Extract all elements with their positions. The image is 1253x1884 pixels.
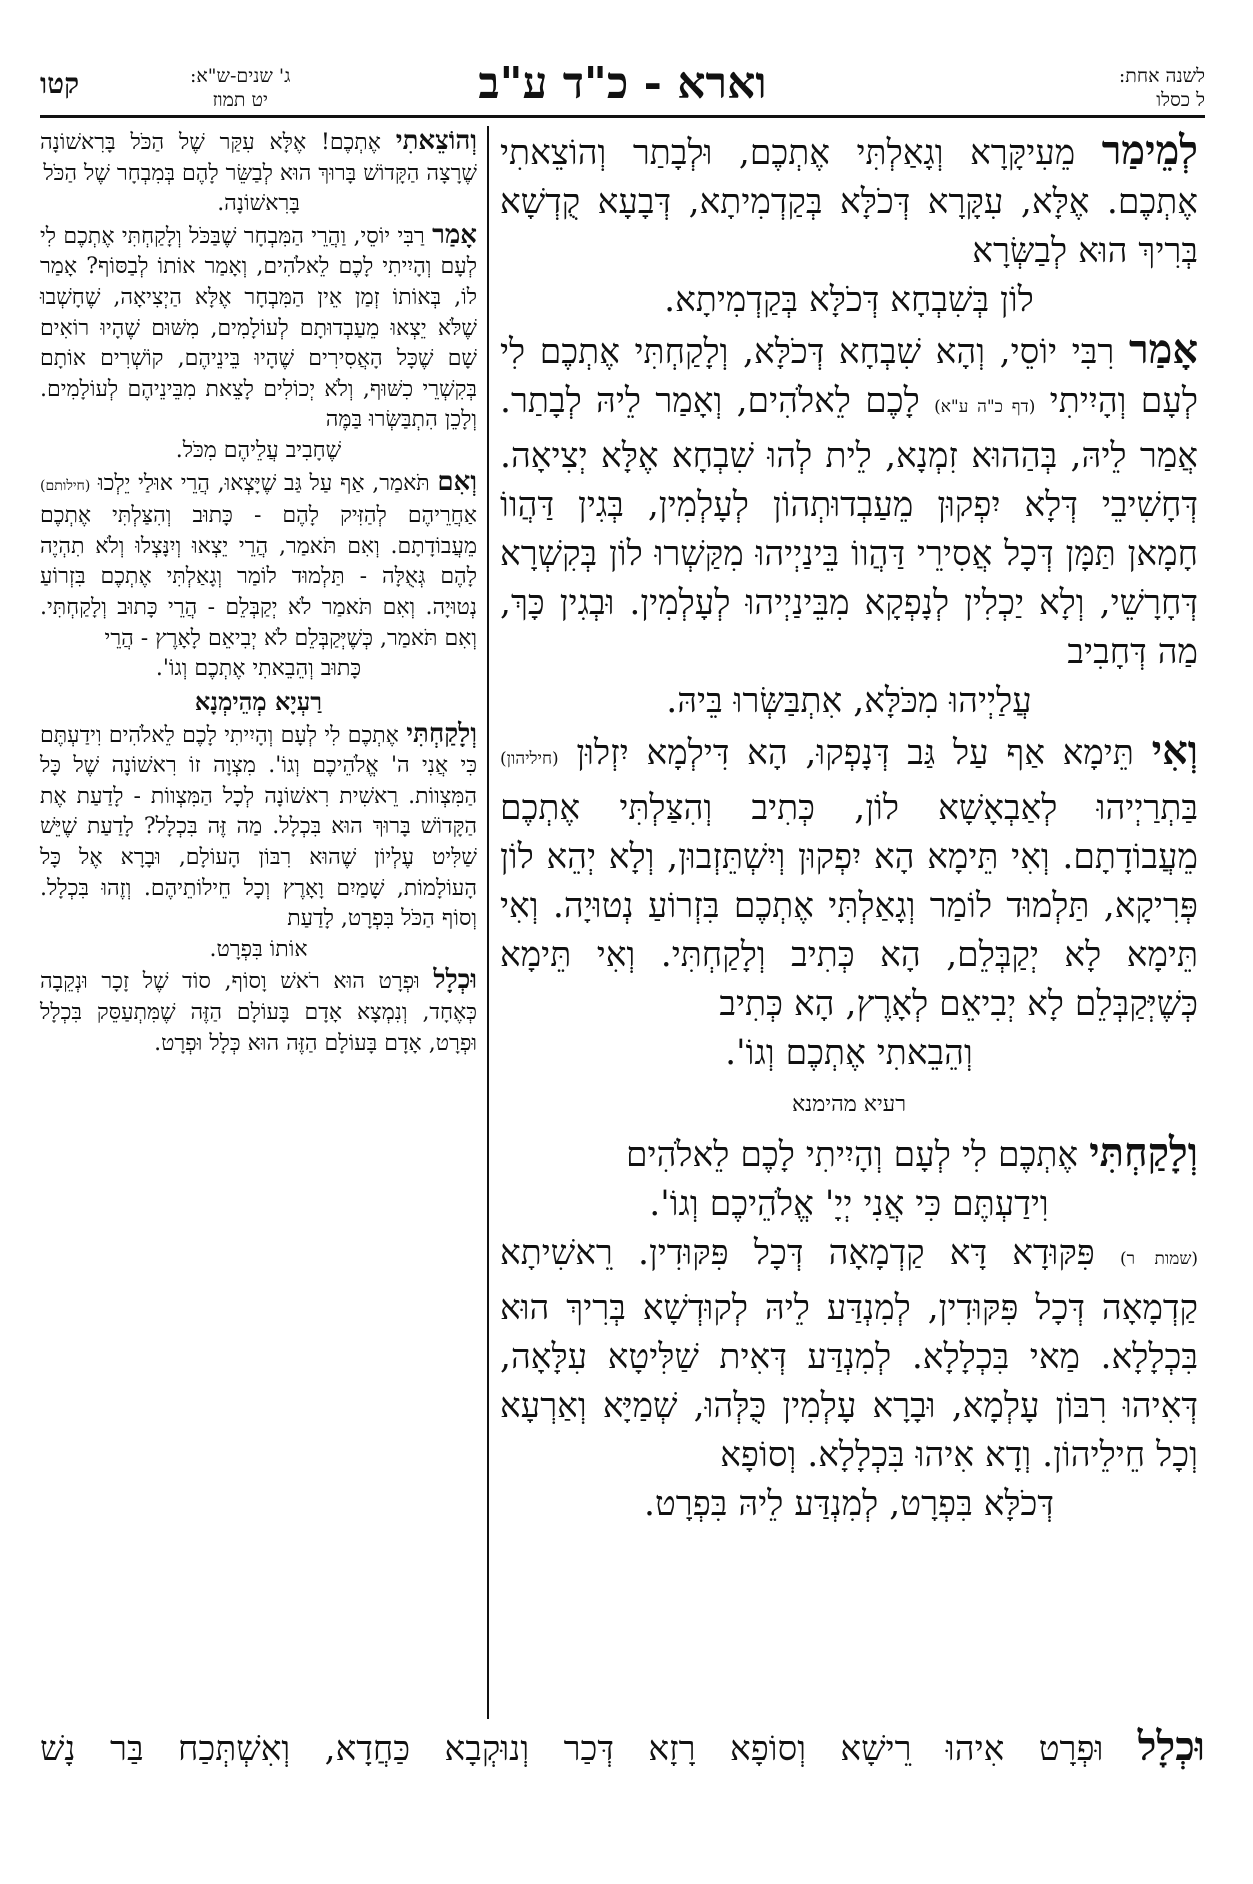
schedule-one-year: לשנה אחת:	[1118, 65, 1205, 87]
aramaic-paragraph-5	[500, 1229, 1198, 1480]
page-number: קטו	[40, 67, 80, 100]
header-left-schedule	[190, 64, 290, 112]
paragraph-text: בַּתְרַיְיהוּ לְאַבְאָשָׁא לוֹן, כְּתִיב וְהִצַּלְתִּי אֶתְכֶם מֵעֲבוֹדָתָם. וְאִי תֵּימָא הָא יִפְקוּן וְיִשְׁתֵּזְבוּן, וְלָא יְהֵא לוֹן פְּרִיקָא, תַּלְמוּד לוֹמַר וְגָאַלְתִּי אֶתְכֶם בִּזְרוֹעַ נְטוּיָה. וְאִי תֵּימָא לָא יְקַבְּלֵם, הָא כְּתִיב וְלָקַחְתִּי. וְאִי תֵּימָא כְּשֶׁיְּקַבְּלֵם לָא יְבִיאֵם לְאָרֶץ, הָא כְּתִיב	[500, 788, 1198, 1024]
paragraph-text: תֹּאמַר, אַף עַל גַּב שֶׁיָּצְאוּ, הֲרֵי אוּלַי יֵלְכוּ	[90, 470, 438, 496]
aramaic-paragraph-3	[500, 726, 1198, 1029]
paragraph-opener: אָמַר	[1128, 326, 1198, 373]
paragraph-opener: אָמַר	[432, 219, 477, 250]
paragraph-text: וּפְרָט אִיהוּ רֵישָׁא וְסוֹפָא רָזָא דְּכַר וְנוּקְבָא כַּחֲדָא, וְאִשְׁתְּכַח בַּר נָשׁ	[40, 1729, 1138, 1769]
aramaic-paragraph-4	[500, 1128, 1198, 1180]
source-reference: (שמות ר)	[1119, 1249, 1198, 1269]
paragraph-text: רִבִּי יוֹסֵי, וְהָא שִׁבְחָא דְּכֹלָּא, וְלָקַחְתִּי אֶתְכֶם לִי לְעָם וְהָיִיתִי	[500, 332, 1199, 421]
paragraph-ending: לוֹן בְּשִׁבְחָא דְּכֹלָּא בְּקַדְמִיתָא.	[664, 280, 1034, 320]
schedule-three-years: ג' שנים-ש"א:	[190, 65, 291, 87]
paragraph-text: אֶתְכֶם לִי לְעָם וְהָיִיתִי לָכֶם לֵאלֹהִים	[626, 1135, 1090, 1175]
aramaic-paragraph-2	[500, 325, 1198, 677]
aramaic-paragraph-1	[500, 126, 1198, 276]
paragraph-text: רַבִּי יוֹסֵי, וַהֲרֵי הַמִּבְחָר שֶׁבַּכֹּל וְלָקַחְתִּי אֶתְכֶם לִי לְעָם וְהָיִיתִי לָכֶם לֵאלֹהִים, וְאָמַר אוֹתוֹ לְבַסּוֹף? אָמַר לוֹ, בְּאוֹתוֹ זְמַן אֵין הַמִּבְחָר אֶלָּא הַיְצִיאָה, שֶׁחָשְׁבוּ שֶׁלֹּא יֵצְאוּ מֵעַבְדוּתָם לְעוֹלָמִים, מִשּׁוּם שֶׁהָיוּ רוֹאִים שָׁם שֶׁכָּל הָאֲסִירִים שֶׁהָיוּ בֵּינֵיהֶם, קוֹשְׁרִים אוֹתָם בְּקִשְׁרֵי כִשּׁוּף, וְלֹא יְכוֹלִים לָצֵאת מִבֵּינֵיהֶם לְעוֹלָמִים. וְלָכֵן הִתְבַּשְּׂרוּ בַּמֶּה	[40, 223, 477, 433]
paragraph-ending: דְּכֹלָּא בִּפְרָט, לְמִנְדַּע לֵיהּ בִּפְרָט.	[643, 1484, 1055, 1524]
paragraph-ending: עֲלַיְיהוּ מִכֹּלָּא, אִתְבַּשְּׂרוּ בֵּיהּ.	[666, 681, 1032, 721]
hebrew-paragraph-3	[40, 467, 477, 655]
header-divider	[40, 115, 1205, 118]
paragraph-text: אֶתְכֶם לִי לְעָם וְהָיִיתִי לָכֶם לֵאלֹהִים וִידַעְתֶּם כִּי אֲנִי ה' אֱלֹהֵיכֶם וְגוֹ'. מִצְוָה זוֹ רִאשׁוֹנָה שֶׁל כָּל הַמִּצְווֹת. רֵאשִׁית רִאשׁוֹנָה לְכָל הַמִּצְווֹת - לָדַעַת אֶת הַקָּדוֹשׁ בָּרוּךְ הוּא בִּכְלָל. מַה זֶּה בִּכְלָל? לָדַעַת שֶׁיֵּשׁ שַׁלִּיט עֶלְיוֹן שֶׁהוּא רִבּוֹן הָעוֹלָם, וּבָרָא אֶל כָּל הָעוֹלָמוֹת, שָׁמַיִם וָאָרֶץ וְכָל חֵילוֹתֵיהֶם. וְזֶהוּ בִּכְלָל. וְסוֹף הַכֹּל בִּפְרָט, לָדַעַת	[40, 722, 477, 932]
paragraph-opener: וְאִם	[437, 466, 477, 497]
page-title: וארא - כ"ד ע"ב	[478, 58, 767, 109]
aramaic-column	[500, 126, 1198, 1721]
paragraph-ending: כָּתוּב וְהֵבֵאתִי אֶתְכֶם וְגוֹ'.	[155, 656, 362, 682]
schedule-one-year-date: ל כסלו	[1156, 89, 1205, 111]
paragraph-ending: בָּרִאשׁוֹנָה.	[217, 191, 300, 217]
hebrew-paragraph-1	[40, 126, 477, 189]
column-divider	[487, 126, 489, 1719]
paragraph-opener: וּכְלָל	[1137, 1723, 1205, 1770]
section-heading-raaya-mehemna: רעיא מהימנא	[791, 1092, 907, 1117]
section-heading-raaya-mehemna: רַעְיָא מְהֵימְנָא	[194, 686, 323, 716]
paragraph-opener: וְאִי	[1151, 727, 1198, 774]
page-header	[40, 60, 1205, 116]
paragraph-opener: וּכְלָל	[433, 965, 477, 996]
paragraph-opener: וְלָקַחְתִּי	[1089, 1129, 1198, 1176]
paragraph-opener: וְלָקַחְתִּי	[406, 718, 477, 749]
paragraph-opener: וְהוֹצֵאתִי	[395, 126, 477, 156]
variant-reference: (חילותם)	[40, 477, 91, 494]
paragraph-ending: שֶׁחָבִיב עֲלֵיהֶם מִכֹּל.	[175, 437, 342, 463]
paragraph-text: אֶתְכֶם! אֶלָּא עִקַּר שֶׁל הַכֹּל בָּרִאשׁוֹנָה שֶׁרָצָה הַקָּדוֹשׁ בָּרוּךְ הוּא לְבַשֵּׂר לָהֶם בְּמִבְחָר שֶׁל הַכֹּל	[40, 130, 477, 186]
page-reference: (דף כ"ה ע"א)	[934, 397, 1036, 417]
hebrew-paragraph-2	[40, 220, 477, 436]
hebrew-paragraph-5	[40, 965, 477, 1059]
paragraph-text: וּפְרָט הוּא רֹאשׁ וָסוֹף, סוֹד שֶׁל זָכָר וּנְקֵבָה כְּאֶחָד, וְנִמְצָא אָדָם בָּעוֹלָם הַזֶּה שֶׁמִּתְעַסֵּק בִּכְלָל וּפְרָט, אָדָם בָּעוֹלָם הַזֶּה הוּא כְּלָל וּפְרָט.	[40, 969, 477, 1056]
variant-reference: (חיליהון)	[500, 749, 559, 769]
bottom-full-width-line	[40, 1722, 1205, 1772]
paragraph-text: תֵּימָא אַף עַל גַּב דְּנָפְקוּ, הָא דִּילְמָא יִזְלוּן	[558, 733, 1152, 773]
paragraph-opener: לְמֵימַר	[1101, 127, 1198, 174]
paragraph-ending: אוֹתוֹ בִּפְרָט.	[209, 936, 308, 962]
paragraph-ending: וְהֵבֵאתִי אֶתְכֶם וְגוֹ'.	[725, 1033, 973, 1073]
hebrew-paragraph-4	[40, 719, 477, 935]
paragraph-ending: וִידַעְתֶּם כִּי אֲנִי יְיָ' אֱלֹהֵיכֶם וְגוֹ'.	[649, 1184, 1049, 1224]
hebrew-translation-column	[40, 126, 477, 1721]
paragraph-text: מֵעִיקָּרָא וְגָאַלְתִּי אֶתְכֶם, וּלְבָתַר וְהוֹצֵאתִי אֶתְכֶם. אֶלָּא, עִקָּרָא דְּכֹלָּא בְּקַדְמִיתָא, דְּבָעָא קֻדְשָׁא בְּרִיךְ הוּא לְבַשְּׂרָא	[500, 133, 1198, 271]
paragraph-text: פִּקּוּדָא דָּא קַדְמָאָה דְּכָל פִּקּוּדִין. רֵאשִׁיתָא קַדְמָאָה דְּכָל פִּקּוּדִין, לְמִנְדַּע לֵיהּ לְקוּדְשָׁא בְּרִיךְ הוּא בִּכְלָלָא. מַאי בִּכְלָלָא. לְמִנְדַּע דְּאִית שַׁלִּיטָא עִלָּאָה, דְּאִיהוּ רִבּוֹן עָלְמָא, וּבָרָא עָלְמִין כֻּלְּהוּ, שְׁמַיָּא וְאַרְעָא וְכָל חֵילֵיהוֹן. וְדָא אִיהוּ בִּכְלָלָא. וְסוֹפָא	[500, 1233, 1198, 1475]
paragraph-text: לָכֶם לֵאלֹהִים, וְאָמַר לֵיהּ לְבָתַר. אֲמַר לֵיהּ, בְּהַהוּא זִמְנָא, לֵית לְהוּ שִׁבְחָא אֶלָּא יְצִיאָה. דְּחָשִׁיבֵי דְּלָא יִפְקוּן מֵעַבְדוּתְהוֹן לְעָלְמִין, בְּגִין דַּהֲווֹ חָמָאן תַּמָּן דְּכָל אֲסִירֵי דַּהֲווֹ בֵּינַיְיהוּ מִקַּשְׁרוּ לוֹן בְּקִשְׁרָא דְּחָרָשֵׁי, וְלָא יַכְלִין לְנָפְקָא מִבֵּינַיְיהוּ לְעָלְמִין. וּבְגִין כָּךְ, מַה דְּחָבִיב	[500, 381, 1198, 672]
paragraph-text: אַחֲרֵיהֶם לְהַזִּיק לָהֶם - כָּתוּב וְהִצַּלְתִּי אֶתְכֶם מֵעֲבוֹדָתָם. וְאִם תֹּאמַר, הֲרֵי יֵצְאוּ וְיִנָּצְלוּ וְלֹא תִהְיֶה לָהֶם גְּאֻלָּה - תַּלְמוּד לוֹמַר וְגָאַלְתִּי אֶתְכֶם בִּזְרוֹעַ נְטוּיָה. וְאִם תֹּאמַר לֹא יְקַבְּלֵם - הֲרֵי כָּתוּב וְלָקַחְתִּי. וְאִם תֹּאמַר, כְּשֶׁיְּקַבְּלֵם לֹא יְבִיאֵם לָאָרֶץ - הֲרֵי	[40, 503, 477, 651]
schedule-three-years-date: יט תמוז	[212, 89, 268, 111]
